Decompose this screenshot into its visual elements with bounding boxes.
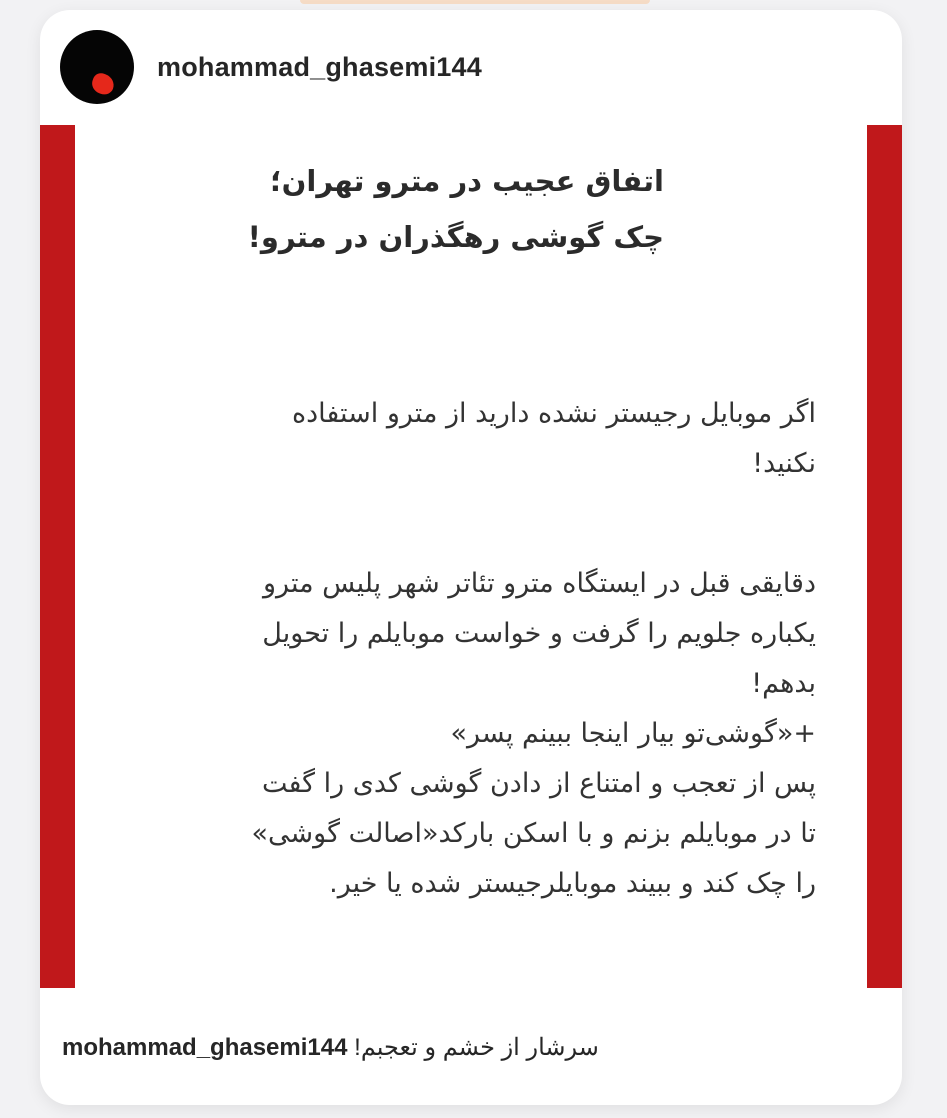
body-line: اگر موبایل رجیستر نشده دارید از مترو استفاده bbox=[291, 398, 816, 429]
avatar-red-spot bbox=[89, 71, 117, 97]
body-line: را چک کند و ببیند موبایلرجیستر شده یا خیر. bbox=[329, 868, 816, 899]
body-line: تا در موبایلم بزنم و با اسکن بارکد«اصالت گوشی» bbox=[251, 818, 816, 849]
right-red-border bbox=[867, 125, 902, 988]
body-line: بدهم! bbox=[751, 668, 816, 699]
avatar[interactable] bbox=[60, 30, 134, 104]
left-red-border bbox=[40, 125, 75, 988]
body-line: پس از تعجب و امتناع از دادن گوشی کدی را گفت bbox=[262, 768, 816, 799]
post-body bbox=[130, 389, 816, 909]
post-image bbox=[40, 125, 902, 988]
top-strip bbox=[300, 0, 650, 4]
title-line: اتفاق عجیب در مترو تهران؛ bbox=[270, 164, 664, 198]
body-line: +«گوشی‌تو بیار اینجا ببینم پسر» bbox=[450, 718, 816, 749]
post-card bbox=[40, 10, 902, 1105]
body-line: دقایقی قبل در ایستگاه مترو تئاتر شهر پلیس مترو bbox=[263, 568, 816, 599]
title-line: چک گوشی رهگذران در مترو! bbox=[247, 220, 664, 254]
caption-username[interactable]: mohammad_ghasemi144 bbox=[62, 1034, 348, 1061]
post-username[interactable]: mohammad_ghasemi144 bbox=[157, 52, 482, 82]
body-line: نکنید! bbox=[752, 448, 816, 479]
caption-text: !سرشار از خشم و تعجبم bbox=[354, 1034, 599, 1061]
post-caption bbox=[62, 1033, 599, 1062]
body-line: یکباره جلویم را گرفت و خواست موبایلم را تحویل bbox=[262, 618, 816, 649]
post-title bbox=[248, 153, 664, 265]
